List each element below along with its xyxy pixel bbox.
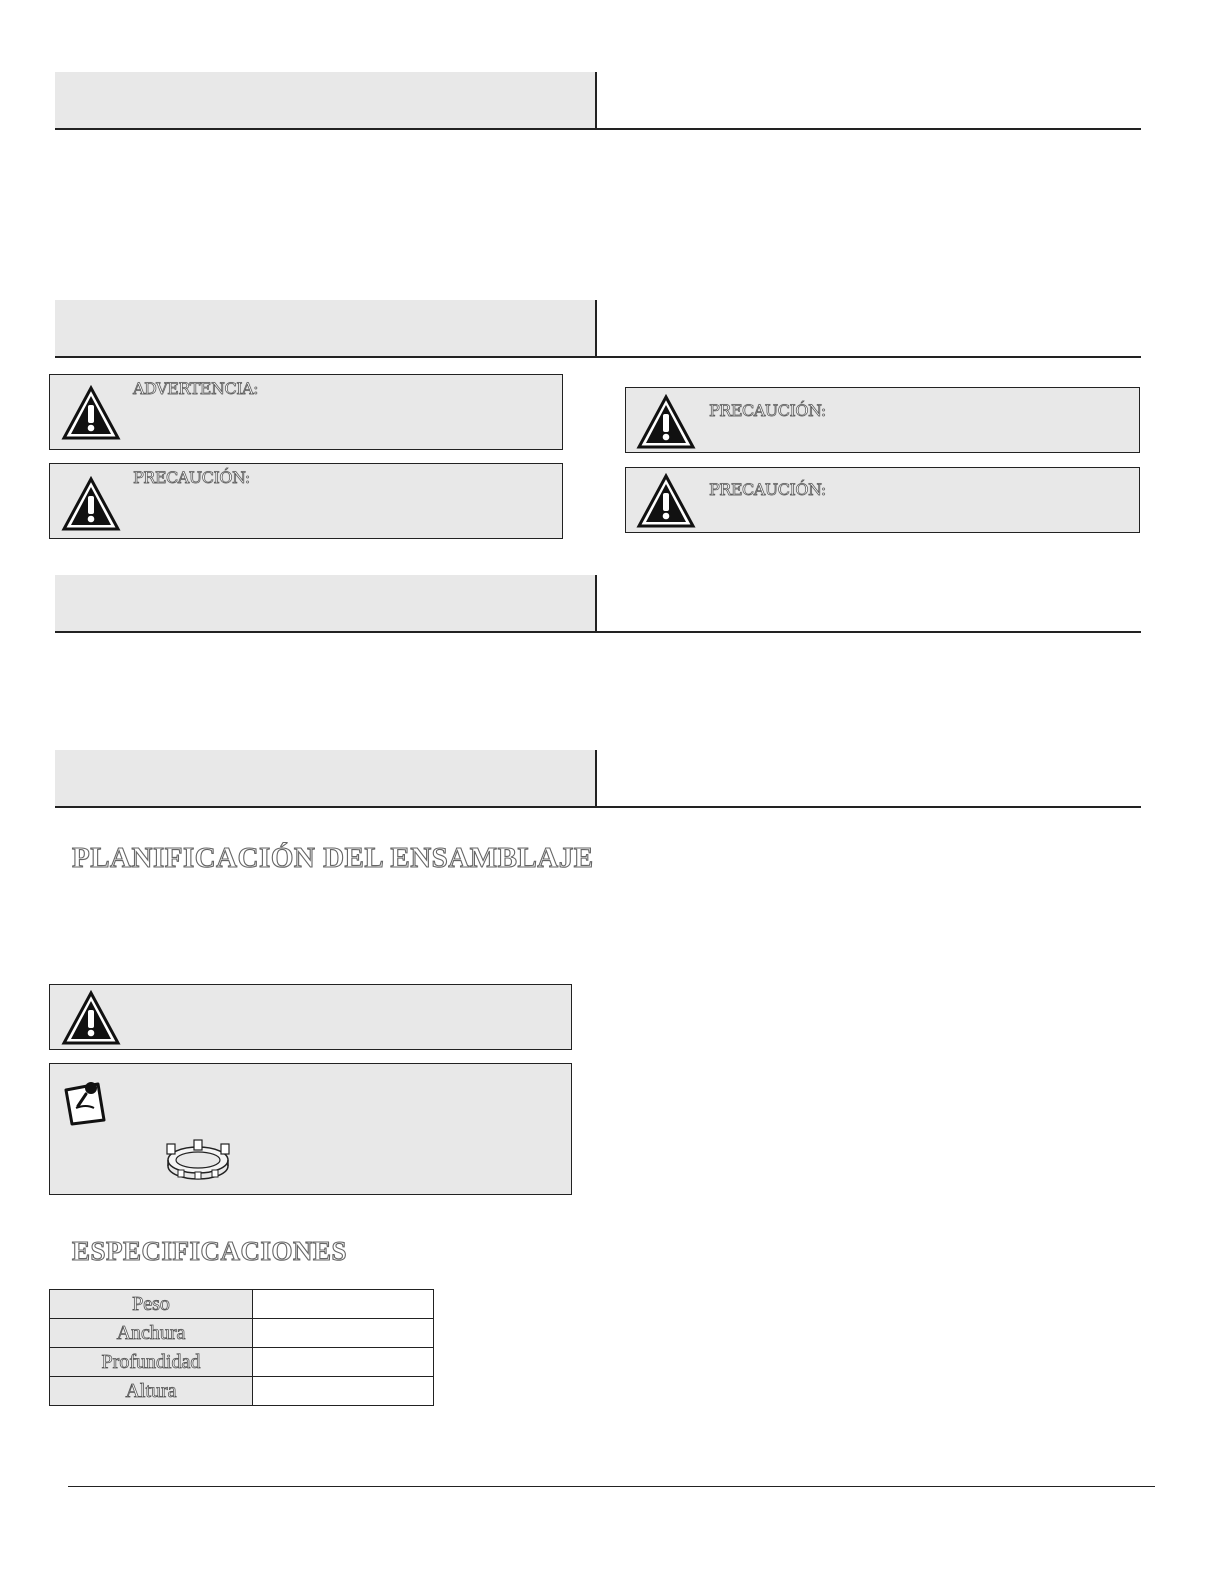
section-header-left-3 <box>55 575 597 631</box>
caution-box-left <box>49 463 563 539</box>
spec-label-width: Anchura <box>50 1319 253 1348</box>
spec-value-weight <box>253 1290 434 1319</box>
section-rule-3 <box>55 631 1141 633</box>
warning-label-left: ADVERTENCIA: <box>133 379 258 398</box>
spec-label-depth: Profundidad <box>50 1348 253 1377</box>
specifications-table <box>49 1289 434 1406</box>
section-rule-2 <box>55 356 1141 358</box>
footer-rule <box>68 1486 1155 1487</box>
section-header-left-2 <box>55 300 597 356</box>
planning-heading: PLANIFICACIÓN DEL ENSAMBLAJE <box>72 842 594 874</box>
caution-box-right-2 <box>625 467 1140 533</box>
table-row <box>50 1290 434 1319</box>
section-header-left-1 <box>55 72 597 128</box>
section-header-band-3 <box>55 575 1141 633</box>
caution-label-right-1: PRECAUCIÓN: <box>709 401 826 420</box>
section-header-band-1 <box>55 72 1141 130</box>
table-row <box>50 1348 434 1377</box>
section-rule-4 <box>55 806 1141 808</box>
table-row <box>50 1319 434 1348</box>
spec-label-height: Altura <box>50 1377 253 1406</box>
caution-label-left: PRECAUCIÓN: <box>133 468 250 487</box>
note-pin-icon <box>62 1076 110 1128</box>
warning-triangle-icon <box>61 990 121 1046</box>
caution-triangle-icon <box>636 473 696 529</box>
spec-value-depth <box>253 1348 434 1377</box>
note-box <box>49 1063 572 1195</box>
planning-warning-box <box>49 984 572 1050</box>
warning-box-left <box>49 374 563 450</box>
caution-triangle-icon <box>636 394 696 450</box>
spec-value-width <box>253 1319 434 1348</box>
table-row <box>50 1377 434 1406</box>
section-rule-1 <box>55 128 1141 130</box>
caution-triangle-icon <box>61 476 121 532</box>
section-header-left-4 <box>55 750 597 806</box>
specifications-heading: ESPECIFICACIONES <box>72 1236 348 1266</box>
section-header-band-4 <box>55 750 1141 808</box>
caution-box-right-1 <box>625 387 1140 453</box>
section-header-band-2 <box>55 300 1141 358</box>
caution-label-right-2: PRECAUCIÓN: <box>709 480 826 499</box>
clip-ring-illustration <box>158 1132 238 1190</box>
warning-triangle-icon <box>61 385 121 441</box>
spec-label-weight: Peso <box>50 1290 253 1319</box>
spec-value-height <box>253 1377 434 1406</box>
